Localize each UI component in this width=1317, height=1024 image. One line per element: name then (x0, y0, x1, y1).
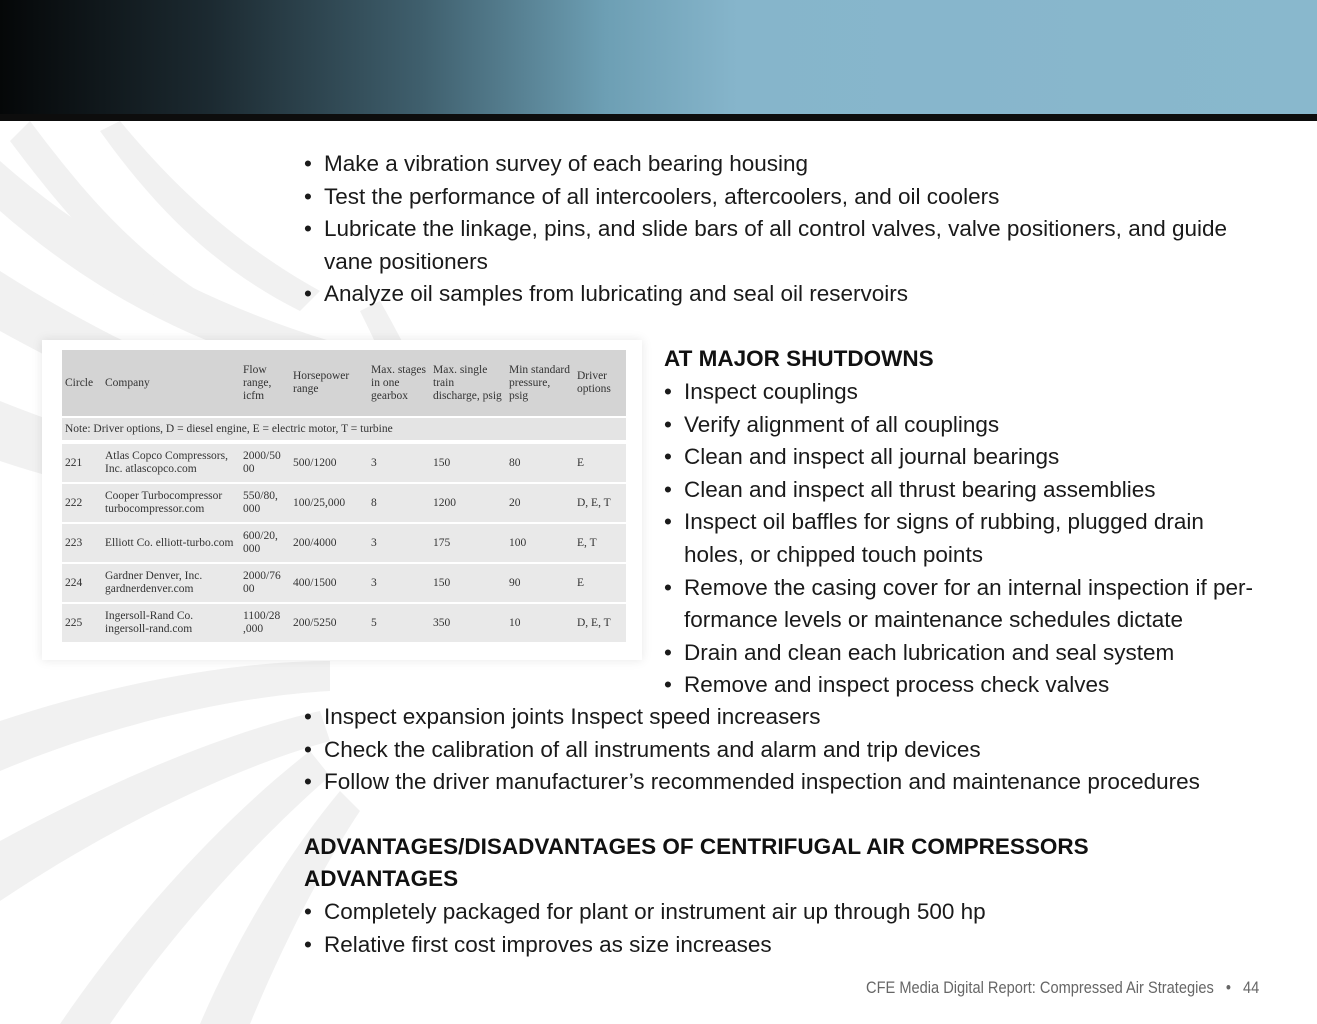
table-note: Note: Driver options, D = diesel engine, E = electric motor, T = turbine (62, 417, 626, 442)
bullet-dot: • (664, 509, 672, 535)
bullet-dot: • (304, 151, 312, 176)
table-cell: 2000/50 00 (240, 442, 290, 483)
bullet-item (664, 409, 1264, 442)
bullet-text: Drain and clean each lubrication and seal system (684, 639, 1175, 665)
bullet-item (664, 572, 1264, 637)
table-cell: 3 (368, 523, 430, 563)
footer-separator: • (1225, 978, 1231, 997)
bullet-item (664, 474, 1264, 507)
column-header: Circle (62, 350, 102, 417)
bullet-text: Completely packaged for plant or instrument air up through 500 hp (324, 899, 986, 924)
table-cell: 500/1200 (290, 442, 368, 483)
table-cell: 3 (368, 442, 430, 483)
bullet-dot: • (304, 281, 312, 307)
bullet-item (304, 181, 1264, 214)
bullet-text: Clean and inspect all journal bearings (684, 444, 1060, 470)
bullet-dot: • (304, 736, 312, 762)
header-banner (0, 0, 1317, 114)
table-header-row (62, 350, 626, 417)
table-row (62, 563, 626, 603)
table-cell: 224 (62, 563, 102, 603)
table-cell: 1200 (430, 483, 506, 523)
table-cell: 100/25,000 (290, 483, 368, 523)
compressor-table-figure (42, 340, 642, 660)
inspection-checklist (304, 701, 1264, 799)
bullet-dot: • (304, 216, 312, 242)
advantages-list (304, 896, 1264, 961)
compressor-table (62, 350, 626, 642)
shutdown-checklist (664, 376, 1264, 702)
table-cell: 100 (506, 523, 574, 563)
bullet-dot: • (304, 931, 312, 957)
bullet-text: Follow the driver manufacturer’s recommended inspection and maintenance procedures (324, 769, 1200, 795)
table-row (62, 483, 626, 523)
bullet-item (304, 701, 1264, 734)
table-cell: Cooper Turbocompressor turbocompressor.com (102, 483, 240, 523)
table-cell: E, T (574, 523, 626, 563)
bullet-text: Verify alignment of all couplings (684, 411, 1000, 437)
shutdowns-heading: AT MAJOR SHUTDOWNS (664, 346, 934, 371)
bullet-item (304, 929, 1264, 962)
bullet-dot: • (304, 183, 312, 209)
table-cell: 225 (62, 603, 102, 642)
table-cell: 550/80, 000 (240, 483, 290, 523)
table-cell: 3 (368, 563, 430, 603)
bullet-item (664, 376, 1264, 409)
bullet-dot: • (664, 639, 672, 665)
column-header: Horsepower range (290, 350, 368, 417)
table-cell: 20 (506, 483, 574, 523)
bullet-dot: • (664, 476, 672, 502)
column-header: Min standard pressure, psig (506, 350, 574, 417)
table-row (62, 603, 626, 642)
table-note-row (62, 417, 626, 442)
bullet-item (304, 766, 1264, 799)
table-row (62, 442, 626, 483)
column-header: Max. stages in one gearbox (368, 350, 430, 417)
table-cell: 150 (430, 563, 506, 603)
table-cell: 600/20, 000 (240, 523, 290, 563)
bullet-text: Lubricate the linkage, pins, and slide bars of all control valves, valve positioners, and guide vane positioners (324, 216, 1228, 274)
bullet-text: Remove and inspect process check valves (684, 672, 1110, 698)
page-footer (866, 978, 1259, 998)
column-header: Company (102, 350, 240, 417)
bullet-text: Inspect couplings (684, 379, 858, 404)
bullet-dot: • (304, 899, 312, 924)
column-header: Flow range, icfm (240, 350, 290, 417)
bullet-item (304, 213, 1264, 278)
table-cell: 223 (62, 523, 102, 563)
bullet-text: Clean and inspect all thrust bearing assemblies (684, 476, 1156, 502)
table-cell: Elliott Co. elliott-turbo.com (102, 523, 240, 563)
page-number: 44 (1242, 978, 1259, 997)
table-cell: 10 (506, 603, 574, 642)
maintenance-checklist (304, 148, 1264, 311)
footer-title: CFE Media Digital Report: Compressed Air Strategies (865, 978, 1214, 997)
bullet-item (304, 278, 1264, 311)
bullet-item (304, 148, 1264, 181)
table-cell: Atlas Copco Compressors, Inc. atlascopco.com (102, 442, 240, 483)
column-header: Max. single train discharge, psig (430, 350, 506, 417)
table-cell: 8 (368, 483, 430, 523)
bullet-item (664, 506, 1264, 571)
table-cell: 80 (506, 442, 574, 483)
table-cell: 200/4000 (290, 523, 368, 563)
advantages-heading: ADVANTAGES (304, 866, 459, 891)
table-cell: 400/1500 (290, 563, 368, 603)
header-rule (0, 114, 1317, 121)
bullet-text: Relative first cost improves as size increases (324, 931, 772, 957)
bullet-text: Test the performance of all intercoolers, aftercoolers, and oil coolers (324, 183, 1000, 209)
table-cell: 222 (62, 483, 102, 523)
table-cell: 200/5250 (290, 603, 368, 642)
bullet-item (664, 637, 1264, 670)
table-cell: 90 (506, 563, 574, 603)
table-cell: D, E, T (574, 483, 626, 523)
bullet-item (664, 669, 1264, 702)
table-cell: D, E, T (574, 603, 626, 642)
bullet-dot: • (664, 379, 672, 404)
column-header: Driver options (574, 350, 626, 417)
table-cell: 150 (430, 442, 506, 483)
bullet-text: Remove the casing cover for an internal inspection if per-formance levels or maintenance schedules dictate (684, 574, 1254, 633)
bullet-dot: • (664, 444, 672, 470)
bullet-item (664, 441, 1264, 474)
bullet-text: Inspect expansion joints Inspect speed increasers (324, 704, 821, 729)
bullet-dot: • (304, 704, 312, 729)
table-cell: 350 (430, 603, 506, 642)
section-heading: ADVANTAGES/DISADVANTAGES OF CENTRIFUGAL AIR COMPRESSORS (304, 834, 1089, 859)
table-cell: 221 (62, 442, 102, 483)
table-cell: E (574, 442, 626, 483)
bullet-text: Inspect oil baffles for signs of rubbing, plugged drain holes, or chipped touch points (684, 509, 1204, 567)
table-cell: 1100/28 ,000 (240, 603, 290, 642)
bullet-dot: • (664, 574, 672, 600)
bullet-item (304, 734, 1264, 767)
table-cell: Ingersoll-Rand Co. ingersoll-rand.com (102, 603, 240, 642)
bullet-dot: • (664, 672, 672, 698)
bullet-dot: • (304, 769, 312, 795)
table-row (62, 523, 626, 563)
table-cell: 5 (368, 603, 430, 642)
table-cell: 2000/76 00 (240, 563, 290, 603)
bullet-text: Make a vibration survey of each bearing housing (324, 151, 809, 176)
bullet-text: Analyze oil samples from lubricating and seal oil reservoirs (324, 281, 909, 307)
bullet-dot: • (664, 411, 672, 437)
bullet-text: Check the calibration of all instruments and alarm and trip devices (324, 736, 981, 762)
table-cell: Gardner Denver, Inc. gardnerdenver.com (102, 563, 240, 603)
table-cell: 175 (430, 523, 506, 563)
table-cell: E (574, 563, 626, 603)
bullet-item (304, 896, 1264, 929)
